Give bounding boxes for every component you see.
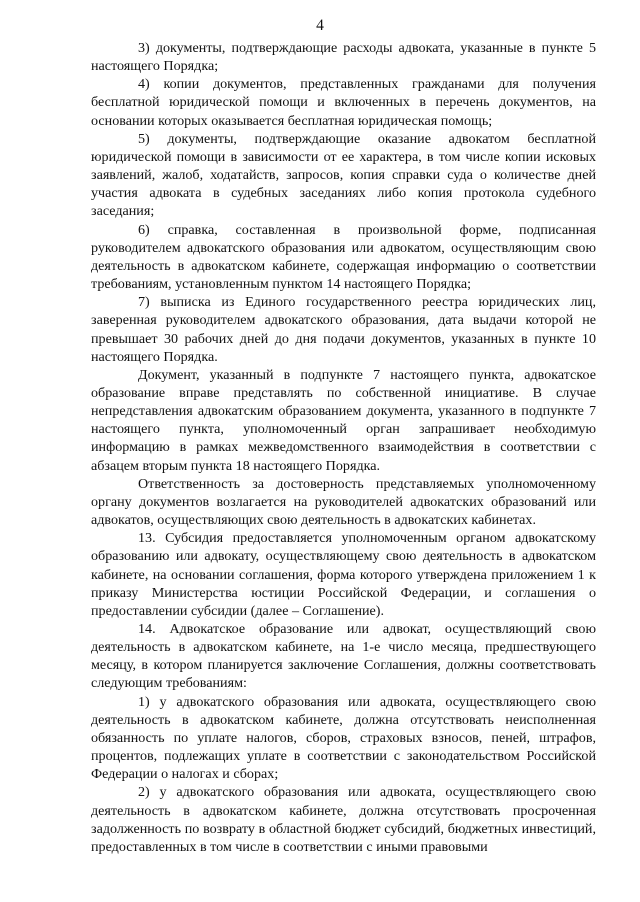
paragraph-own-initiative: Документ, указанный в подпункте 7 настоящего пункта, адвокатское образование вправе представлять по собственной инициативе. В случае непредставления адвокатским образованием документа, указанного в подпункте 7 настоящего пункта, уполномоченный орган запрашивает необходимую информацию в рамках межведомственного взаимодействия в соответствии с абзацем вторым пункта 18 настоящего Порядка. [91,366,596,474]
paragraph-item-5-proof: 5) документы, подтверждающие оказание адвокатом бесплатной юридической помощи в зависимости от ее характера, в том числе копии исковых заявлений, жалоб, ходатайств, запросов, копия справки суда о количестве дней участия адвоката в судебных заседаниях либо копия протокола судебного заседания; [91,130,596,220]
paragraph-requirement-1: 1) у адвокатского образования или адвоката, осуществляющего свою деятельность в адвокатском кабинете, должна отсутствовать неисполненная обязанность по уплате налогов, сборов, страховых взносов, пеней, штрафов, процентов, подлежащих уплате в соответствии с законодательством Российской Федерации о налогах и сборах; [91,693,596,783]
page-number: 4 [316,17,324,34]
paragraph-item-6-certificate: 6) справка, составленная в произвольной форме, подписанная руководителем адвокатского образования или адвокатом, осуществляющим свою деятельность в адвокатском кабинете, содержащая информацию о соответствии требованиям, установленным пунктом 14 настоящего Порядка; [91,221,596,293]
document-body [91,39,596,856]
paragraph-item-3-expenses: 3) документы, подтверждающие расходы адвоката, указанные в пункте 5 настоящего Порядка; [91,40,596,75]
paragraph-section-13: 13. Субсидия предоставляется уполномоченным органом адвокатскому образованию или адвокату, осуществляющему свою деятельность в адвокатском кабинете, на основании соглашения, форма которого утверждена приложением 1 к приказу Министерства юстиции Российской Федерации, и соглашения о предоставлении субсидии (далее – Соглашение). [91,530,596,619]
paragraph-responsibility: Ответственность за достоверность представляемых уполномоченному органу документов возлагается на руководителей адвокатских образований или адвокатов, осуществляющих свою деятельность в адвокатских кабинетах. [91,475,596,529]
paragraph-item-7-register-extract: 7) выписка из Единого государственного реестра юридических лиц, заверенная руководителем адвокатского образования, дата выдачи которой не превышает 30 рабочих дней до дня подачи документов, указанных в пункте 10 настоящего Порядка. [91,294,596,365]
paragraph-requirement-2: 2) у адвокатского образования или адвоката, осуществляющего свою деятельность в адвокатском кабинете, должна отсутствовать просроченная задолженность по возврату в областной бюджет субсидий, бюджетных инвестиций, предоставленных в том числе в соответствии с иными правовыми [91,784,596,855]
paragraph-section-14: 14. Адвокатское образование или адвокат, осуществляющий свою деятельность в адвокатском кабинете, на 1-е число месяца, предшествующего месяцу, в котором планируется заключение Соглашения, должны соответствовать следующим требованиям: [91,621,596,692]
paragraph-item-4-copies: 4) копии документов, представленных гражданами для получения бесплатной юридической помощи и включенных в перечень документов, на основании которых оказывается бесплатная юридическая помощь; [91,76,596,129]
